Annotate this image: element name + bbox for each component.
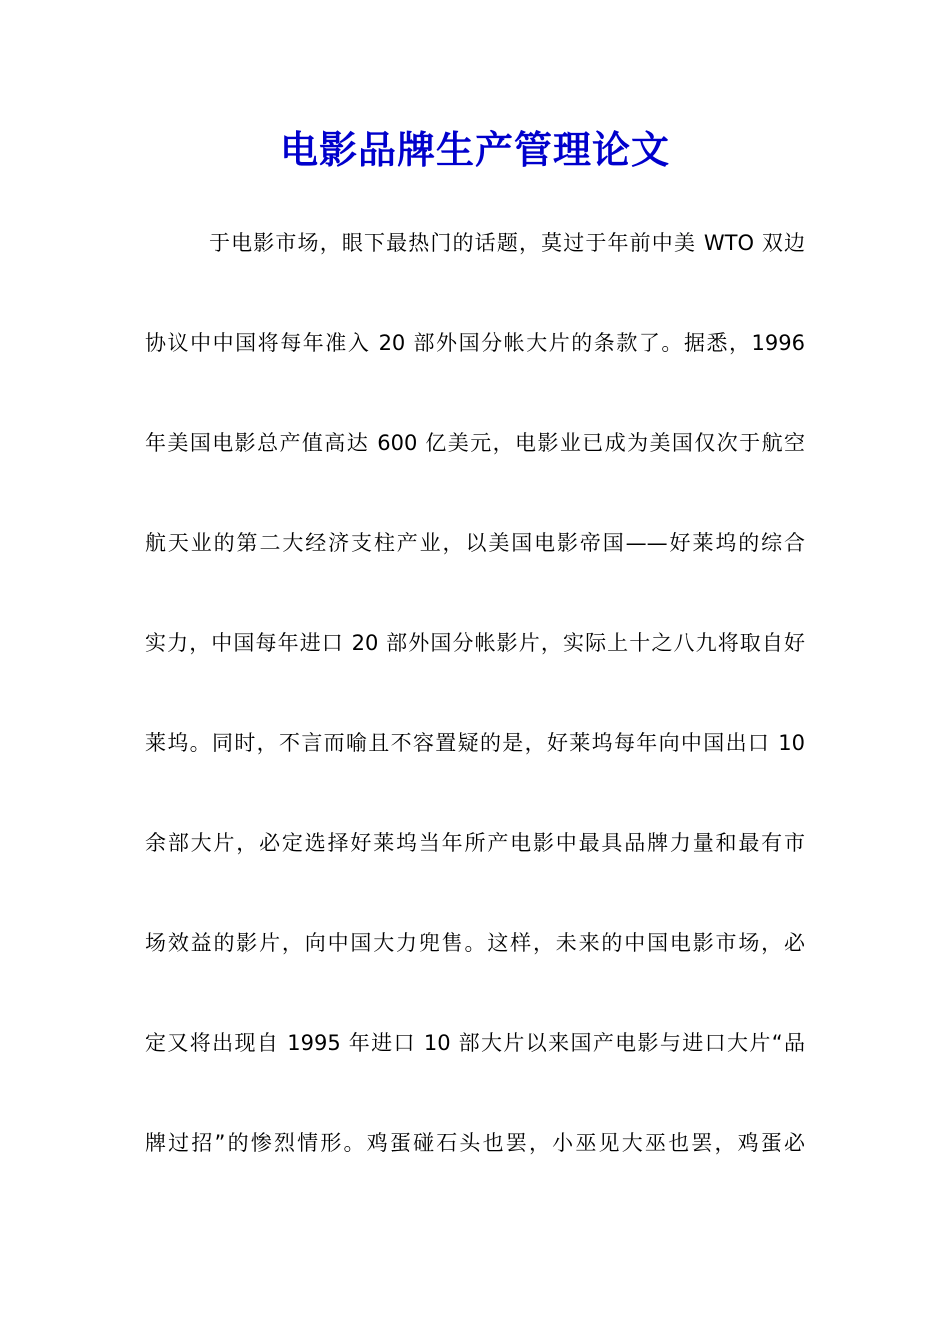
paragraph-line: 定又将出现自 1995 年进口 10 部大片以来国产电影与进口大片“品	[145, 1031, 805, 1055]
paragraph-line: 牌过招”的惨烈情形。鸡蛋碰石头也罢，小巫见大巫也罢，鸡蛋必	[145, 1131, 805, 1155]
paragraph-line: 莱坞。同时，不言而喻且不容置疑的是，好莱坞每年向中国出口 10	[145, 731, 805, 755]
paragraph-line: 航天业的第二大经济支柱产业，以美国电影帝国——好莱坞的综合	[145, 531, 805, 555]
paragraph-line: 协议中中国将每年准入 20 部外国分帐大片的条款了。据悉，1996	[145, 331, 805, 355]
page-title: 电影品牌生产管理论文	[279, 127, 670, 172]
paragraph-line: 于电影市场，眼下最热门的话题，莫过于年前中美 WTO 双边	[209, 231, 805, 255]
paragraph-line: 场效益的影片，向中国大力兜售。这样，未来的中国电影市场，必	[145, 931, 805, 955]
paragraph-line: 实力，中国每年进口 20 部外国分帐影片，实际上十之八九将取自好	[145, 631, 805, 655]
paragraph-line: 余部大片，必定选择好莱坞当年所产电影中最具品牌力量和最有市	[145, 831, 805, 855]
body-paragraph	[145, 215, 805, 1215]
paragraph-line: 年美国电影总产值高达 600 亿美元，电影业已成为美国仅次于航空	[145, 431, 805, 455]
